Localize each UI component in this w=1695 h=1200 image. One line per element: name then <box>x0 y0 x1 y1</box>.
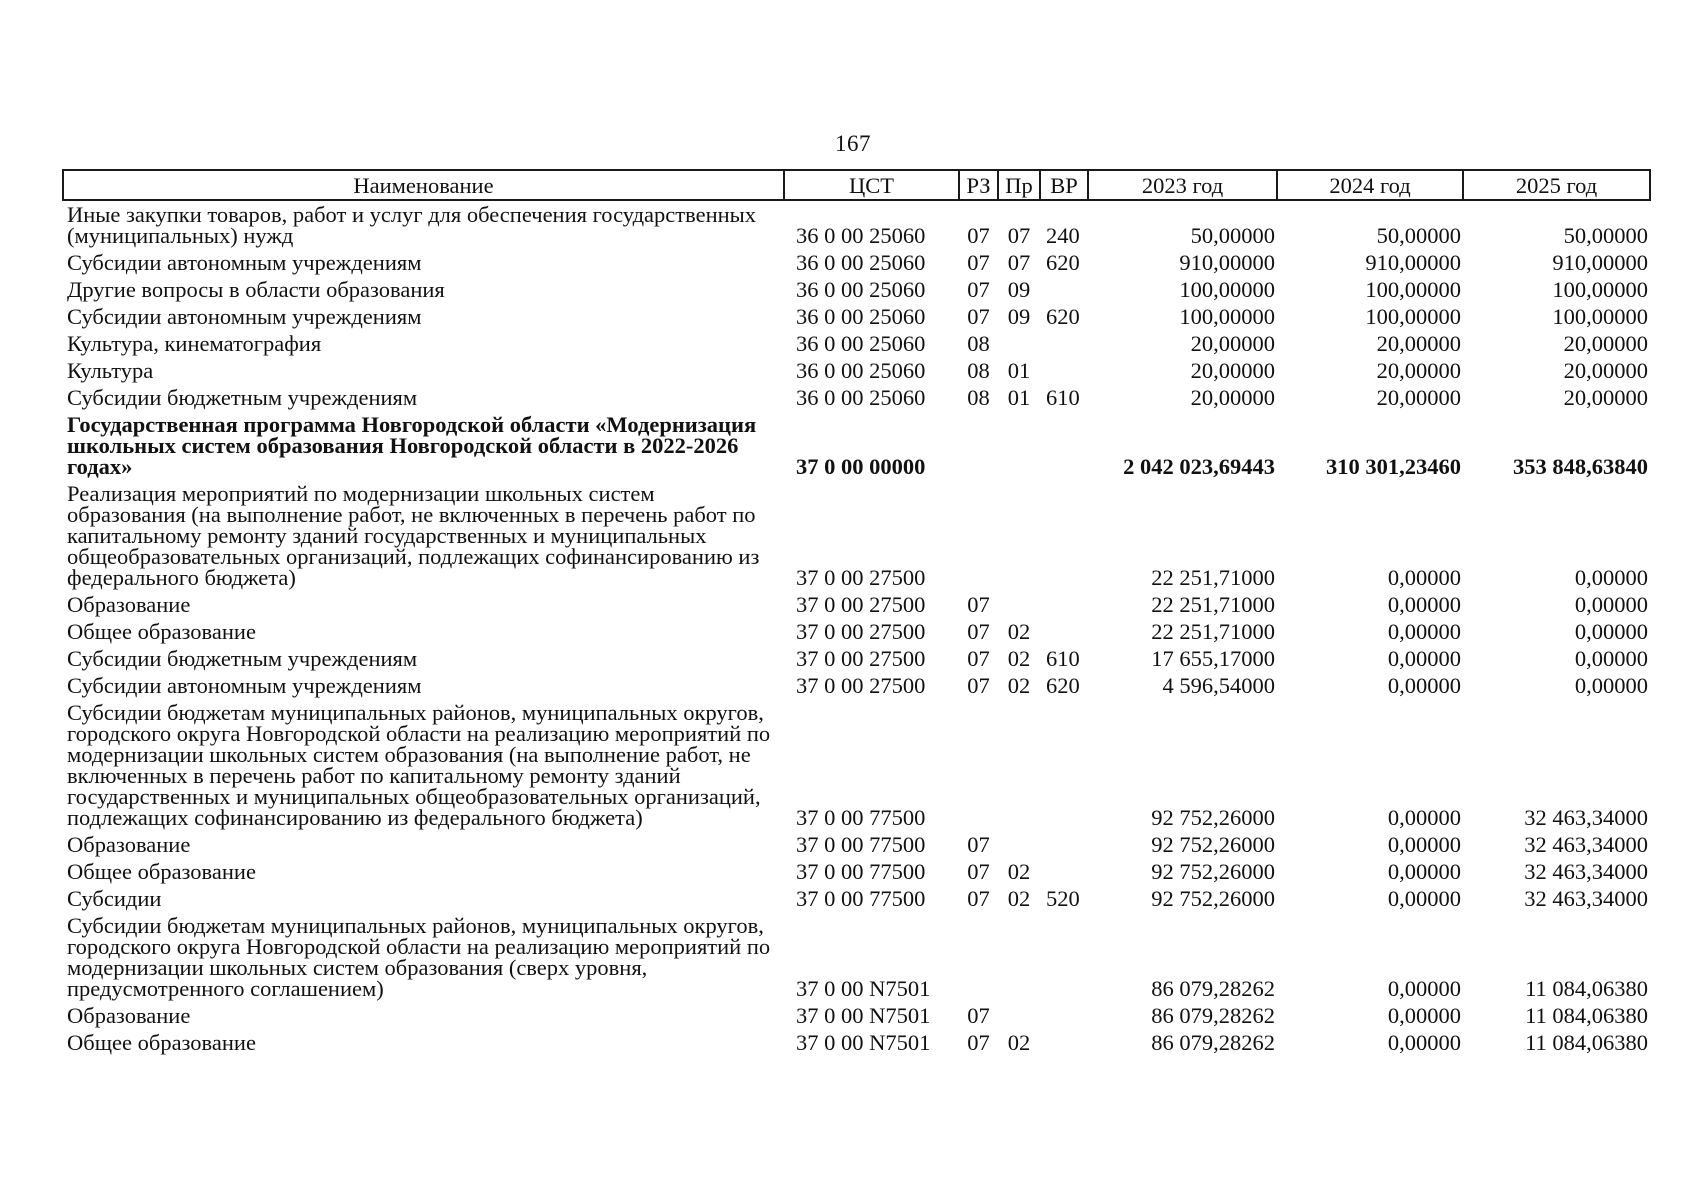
cell-cst: 37 0 00 77500 <box>796 832 926 857</box>
cell-2025: 11 084,06380 <box>1525 976 1648 1001</box>
cell-2024: 0,00000 <box>1387 1003 1461 1028</box>
header-pr: Пр <box>998 170 1040 200</box>
cell-2025: 100,00000 <box>1552 277 1648 302</box>
cell-rz: 07 <box>967 886 990 911</box>
header-cst: ЦСТ <box>784 170 959 200</box>
cell-pr <box>998 411 1040 480</box>
cell-pr: 02 <box>1007 673 1031 698</box>
cell-2024: 0,00000 <box>1387 832 1461 857</box>
cell-rz <box>959 912 998 1002</box>
cell-rz: 08 <box>967 358 990 383</box>
cell-2025: 20,00000 <box>1563 358 1648 383</box>
cell-rz: 07 <box>967 277 990 302</box>
cell-rz: 07 <box>967 250 990 275</box>
cell-2025: 50,00000 <box>1563 223 1648 248</box>
cell-rz: 07 <box>967 304 990 329</box>
cell-2025: 32 463,34000 <box>1524 859 1648 884</box>
cell-pr: 07 <box>1007 223 1031 248</box>
cell-pr: 02 <box>1007 859 1031 884</box>
cell-cst: 37 0 00 27500 <box>796 673 926 698</box>
table-row <box>63 480 1650 591</box>
page-number: 167 <box>835 131 871 156</box>
cell-2024: 0,00000 <box>1387 673 1461 698</box>
cell-2023: 100,00000 <box>1179 277 1275 302</box>
cell-rz: 08 <box>967 331 990 356</box>
cell-2024: 0,00000 <box>1387 619 1461 644</box>
cell-2025: 0,00000 <box>1574 673 1648 698</box>
cell-rz: 07 <box>967 673 990 698</box>
cell-2024: 100,00000 <box>1365 277 1461 302</box>
budget-table <box>62 169 1651 1056</box>
cell-2024: 0,00000 <box>1387 805 1461 830</box>
cell-name: Реализация мероприятий по модернизации школьных систем образования (на выполнение работ, не включенных в перечень работ по капитальному ремонту зданий государственных и муниципальных общеобразовательных организаций, подлежащих софинансированию из федерального бюджета) <box>67 481 760 590</box>
cell-pr <box>998 912 1040 1002</box>
cell-2025: 32 463,34000 <box>1524 886 1648 911</box>
table-row <box>63 249 1650 276</box>
cell-vr: 620 <box>1046 304 1080 329</box>
cell-cst: 37 0 00 N7501 <box>796 1030 931 1055</box>
cell-2024: 310 301,23460 <box>1326 454 1461 479</box>
cell-2024: 0,00000 <box>1387 565 1461 590</box>
cell-pr: 02 <box>1007 646 1031 671</box>
cell-cst: 37 0 00 27500 <box>796 619 926 644</box>
cell-name: Общее образование <box>67 1030 256 1055</box>
cell-pr: 09 <box>1007 304 1031 329</box>
header-2023: 2023 год <box>1088 170 1277 200</box>
cell-vr <box>1040 618 1088 645</box>
cell-vr <box>1040 831 1088 858</box>
cell-cst: 36 0 00 25060 <box>796 358 926 383</box>
cell-2023: 50,00000 <box>1190 223 1275 248</box>
header-2024: 2024 год <box>1277 170 1463 200</box>
cell-2023: 20,00000 <box>1190 385 1275 410</box>
cell-name: Образование <box>67 1003 191 1028</box>
cell-2023: 86 079,28262 <box>1151 1003 1275 1028</box>
cell-2025: 100,00000 <box>1552 304 1648 329</box>
cell-2023: 86 079,28262 <box>1151 976 1275 1001</box>
cell-cst: 37 0 00 77500 <box>796 859 926 884</box>
cell-rz: 08 <box>967 385 990 410</box>
cell-rz <box>959 699 998 831</box>
cell-name: Субсидии автономным учреждениям <box>67 250 422 275</box>
cell-name: Субсидии бюджетным учреждениям <box>67 646 418 671</box>
cell-rz: 07 <box>967 1030 990 1055</box>
header-rz: РЗ <box>959 170 998 200</box>
table-row <box>63 831 1650 858</box>
table-row <box>63 330 1650 357</box>
cell-rz <box>959 480 998 591</box>
table-row <box>63 1002 1650 1029</box>
cell-pr <box>998 480 1040 591</box>
cell-2024: 20,00000 <box>1376 331 1461 356</box>
cell-pr: 02 <box>1007 1030 1031 1055</box>
cell-2024: 20,00000 <box>1376 358 1461 383</box>
cell-2024: 0,00000 <box>1387 592 1461 617</box>
table-body <box>63 200 1650 1056</box>
cell-cst: 36 0 00 25060 <box>796 277 926 302</box>
cell-vr: 610 <box>1046 385 1080 410</box>
cell-2025: 0,00000 <box>1574 565 1648 590</box>
cell-2023: 20,00000 <box>1190 358 1275 383</box>
cell-2024: 0,00000 <box>1387 1030 1461 1055</box>
header-row <box>63 170 1650 200</box>
cell-vr: 240 <box>1046 223 1080 248</box>
cell-2025: 11 084,06380 <box>1525 1003 1648 1028</box>
cell-pr <box>998 1002 1040 1029</box>
cell-vr <box>1040 591 1088 618</box>
cell-2025: 0,00000 <box>1574 619 1648 644</box>
cell-2023: 910,00000 <box>1179 250 1275 275</box>
cell-2023: 86 079,28262 <box>1151 1030 1275 1055</box>
table-row <box>63 357 1650 384</box>
table-row <box>63 411 1650 480</box>
cell-vr <box>1040 858 1088 885</box>
table-row <box>63 699 1650 831</box>
cell-2023: 2 042 023,69443 <box>1123 454 1275 479</box>
cell-2023: 92 752,26000 <box>1151 886 1275 911</box>
table-row <box>63 858 1650 885</box>
table-row <box>63 672 1650 699</box>
cell-vr: 520 <box>1046 886 1080 911</box>
cell-2025: 20,00000 <box>1563 385 1648 410</box>
cell-2024: 50,00000 <box>1376 223 1461 248</box>
cell-pr: 09 <box>1007 277 1031 302</box>
cell-2024: 0,00000 <box>1387 886 1461 911</box>
cell-rz <box>959 411 998 480</box>
cell-cst: 37 0 00 77500 <box>796 805 926 830</box>
table-row <box>63 645 1650 672</box>
table-row <box>63 384 1650 411</box>
cell-cst: 37 0 00 27500 <box>796 646 926 671</box>
table-row <box>63 303 1650 330</box>
cell-pr <box>998 699 1040 831</box>
cell-name: Культура <box>67 358 154 383</box>
cell-rz: 07 <box>967 619 990 644</box>
table-row <box>63 618 1650 645</box>
cell-vr <box>1040 1002 1088 1029</box>
cell-name: Образование <box>67 832 191 857</box>
cell-pr <box>998 831 1040 858</box>
cell-2023: 17 655,17000 <box>1151 646 1275 671</box>
cell-2025: 0,00000 <box>1574 646 1648 671</box>
cell-2025: 11 084,06380 <box>1525 1030 1648 1055</box>
cell-2023: 92 752,26000 <box>1151 859 1275 884</box>
cell-2024: 100,00000 <box>1365 304 1461 329</box>
cell-vr: 620 <box>1046 673 1080 698</box>
cell-cst: 36 0 00 25060 <box>796 223 926 248</box>
cell-cst: 37 0 00 77500 <box>796 886 926 911</box>
cell-cst: 37 0 00 27500 <box>796 592 926 617</box>
cell-pr <box>998 330 1040 357</box>
cell-2023: 92 752,26000 <box>1151 832 1275 857</box>
cell-pr: 01 <box>1007 358 1031 383</box>
cell-name: Субсидии бюджетным учреждениям <box>67 385 418 410</box>
cell-vr: 620 <box>1046 250 1080 275</box>
cell-name: Субсидии бюджетам муниципальных районов, муниципальных округов, городского округа Новгородской области на реализацию мероприятий по модернизации школьных систем образования (на выполнение работ, не включенных в перечень работ по капитальному ремонту зданий государственных и муниципальных общеобразовательных организаций, подлежащих софинансированию из федерального бюджета) <box>67 700 771 830</box>
cell-name: Общее образование <box>67 619 256 644</box>
cell-name: Субсидии автономным учреждениям <box>67 304 422 329</box>
cell-2023: 4 596,54000 <box>1162 673 1275 698</box>
cell-rz: 07 <box>967 832 990 857</box>
cell-2025: 910,00000 <box>1552 250 1648 275</box>
cell-cst: 37 0 00 N7501 <box>796 976 931 1001</box>
table-row <box>63 1029 1650 1056</box>
cell-vr <box>1040 330 1088 357</box>
table-header <box>63 170 1650 200</box>
header-2025: 2025 год <box>1463 170 1650 200</box>
cell-cst: 37 0 00 27500 <box>796 565 926 590</box>
cell-pr <box>998 591 1040 618</box>
cell-vr <box>1040 912 1088 1002</box>
cell-2023: 22 251,71000 <box>1151 565 1275 590</box>
cell-name: Культура, кинематография <box>67 331 322 356</box>
cell-name: Субсидии <box>67 886 162 911</box>
cell-2024: 0,00000 <box>1387 859 1461 884</box>
cell-pr: 01 <box>1007 385 1031 410</box>
table-row <box>63 276 1650 303</box>
cell-cst: 36 0 00 25060 <box>796 385 926 410</box>
cell-2023: 20,00000 <box>1190 331 1275 356</box>
cell-name: Субсидии бюджетам муниципальных районов, муниципальных округов, городского округа Новгородской области на реализацию мероприятий по модернизации школьных систем образования (сверх уровня, предусмотренного соглашением) <box>67 913 771 1001</box>
cell-vr <box>1040 276 1088 303</box>
cell-rz: 07 <box>967 859 990 884</box>
cell-name: Субсидии автономным учреждениям <box>67 673 422 698</box>
cell-2024: 910,00000 <box>1365 250 1461 275</box>
cell-rz: 07 <box>967 1003 990 1028</box>
cell-name: Общее образование <box>67 859 256 884</box>
cell-cst: 36 0 00 25060 <box>796 250 926 275</box>
cell-vr <box>1040 411 1088 480</box>
cell-cst: 37 0 00 N7501 <box>796 1003 931 1028</box>
header-vr: ВР <box>1040 170 1088 200</box>
cell-vr <box>1040 1029 1088 1056</box>
cell-vr <box>1040 357 1088 384</box>
cell-cst: 36 0 00 25060 <box>796 304 926 329</box>
cell-vr <box>1040 480 1088 591</box>
cell-2025: 32 463,34000 <box>1524 805 1648 830</box>
cell-name: Другие вопросы в области образования <box>67 277 445 302</box>
cell-cst: 36 0 00 25060 <box>796 331 926 356</box>
cell-vr: 610 <box>1046 646 1080 671</box>
cell-2023: 100,00000 <box>1179 304 1275 329</box>
cell-2024: 20,00000 <box>1376 385 1461 410</box>
cell-pr: 02 <box>1007 886 1031 911</box>
cell-name: Государственная программа Новгородской области «Модернизация школьных систем образования Новгородской области в 2022-2026 годах» <box>67 412 757 479</box>
cell-vr <box>1040 699 1088 831</box>
cell-2023: 92 752,26000 <box>1151 805 1275 830</box>
header-name: Наименование <box>63 170 784 200</box>
cell-2025: 20,00000 <box>1563 331 1648 356</box>
cell-2024: 0,00000 <box>1387 976 1461 1001</box>
cell-rz: 07 <box>967 592 990 617</box>
cell-cst: 37 0 00 00000 <box>796 454 926 479</box>
cell-2023: 22 251,71000 <box>1151 592 1275 617</box>
cell-2024: 0,00000 <box>1387 646 1461 671</box>
cell-pr: 02 <box>1007 619 1031 644</box>
table-row <box>63 591 1650 618</box>
table-row <box>63 200 1650 249</box>
cell-rz: 07 <box>967 223 990 248</box>
cell-rz: 07 <box>967 646 990 671</box>
table-row <box>63 912 1650 1002</box>
cell-pr: 07 <box>1007 250 1031 275</box>
cell-2023: 22 251,71000 <box>1151 619 1275 644</box>
cell-2025: 32 463,34000 <box>1524 832 1648 857</box>
cell-2025: 353 848,63840 <box>1513 454 1648 479</box>
cell-name: Иные закупки товаров, работ и услуг для обеспечения государственных (муниципальных) нужд <box>67 202 757 248</box>
cell-2025: 0,00000 <box>1574 592 1648 617</box>
table-row <box>63 885 1650 912</box>
cell-name: Образование <box>67 592 191 617</box>
